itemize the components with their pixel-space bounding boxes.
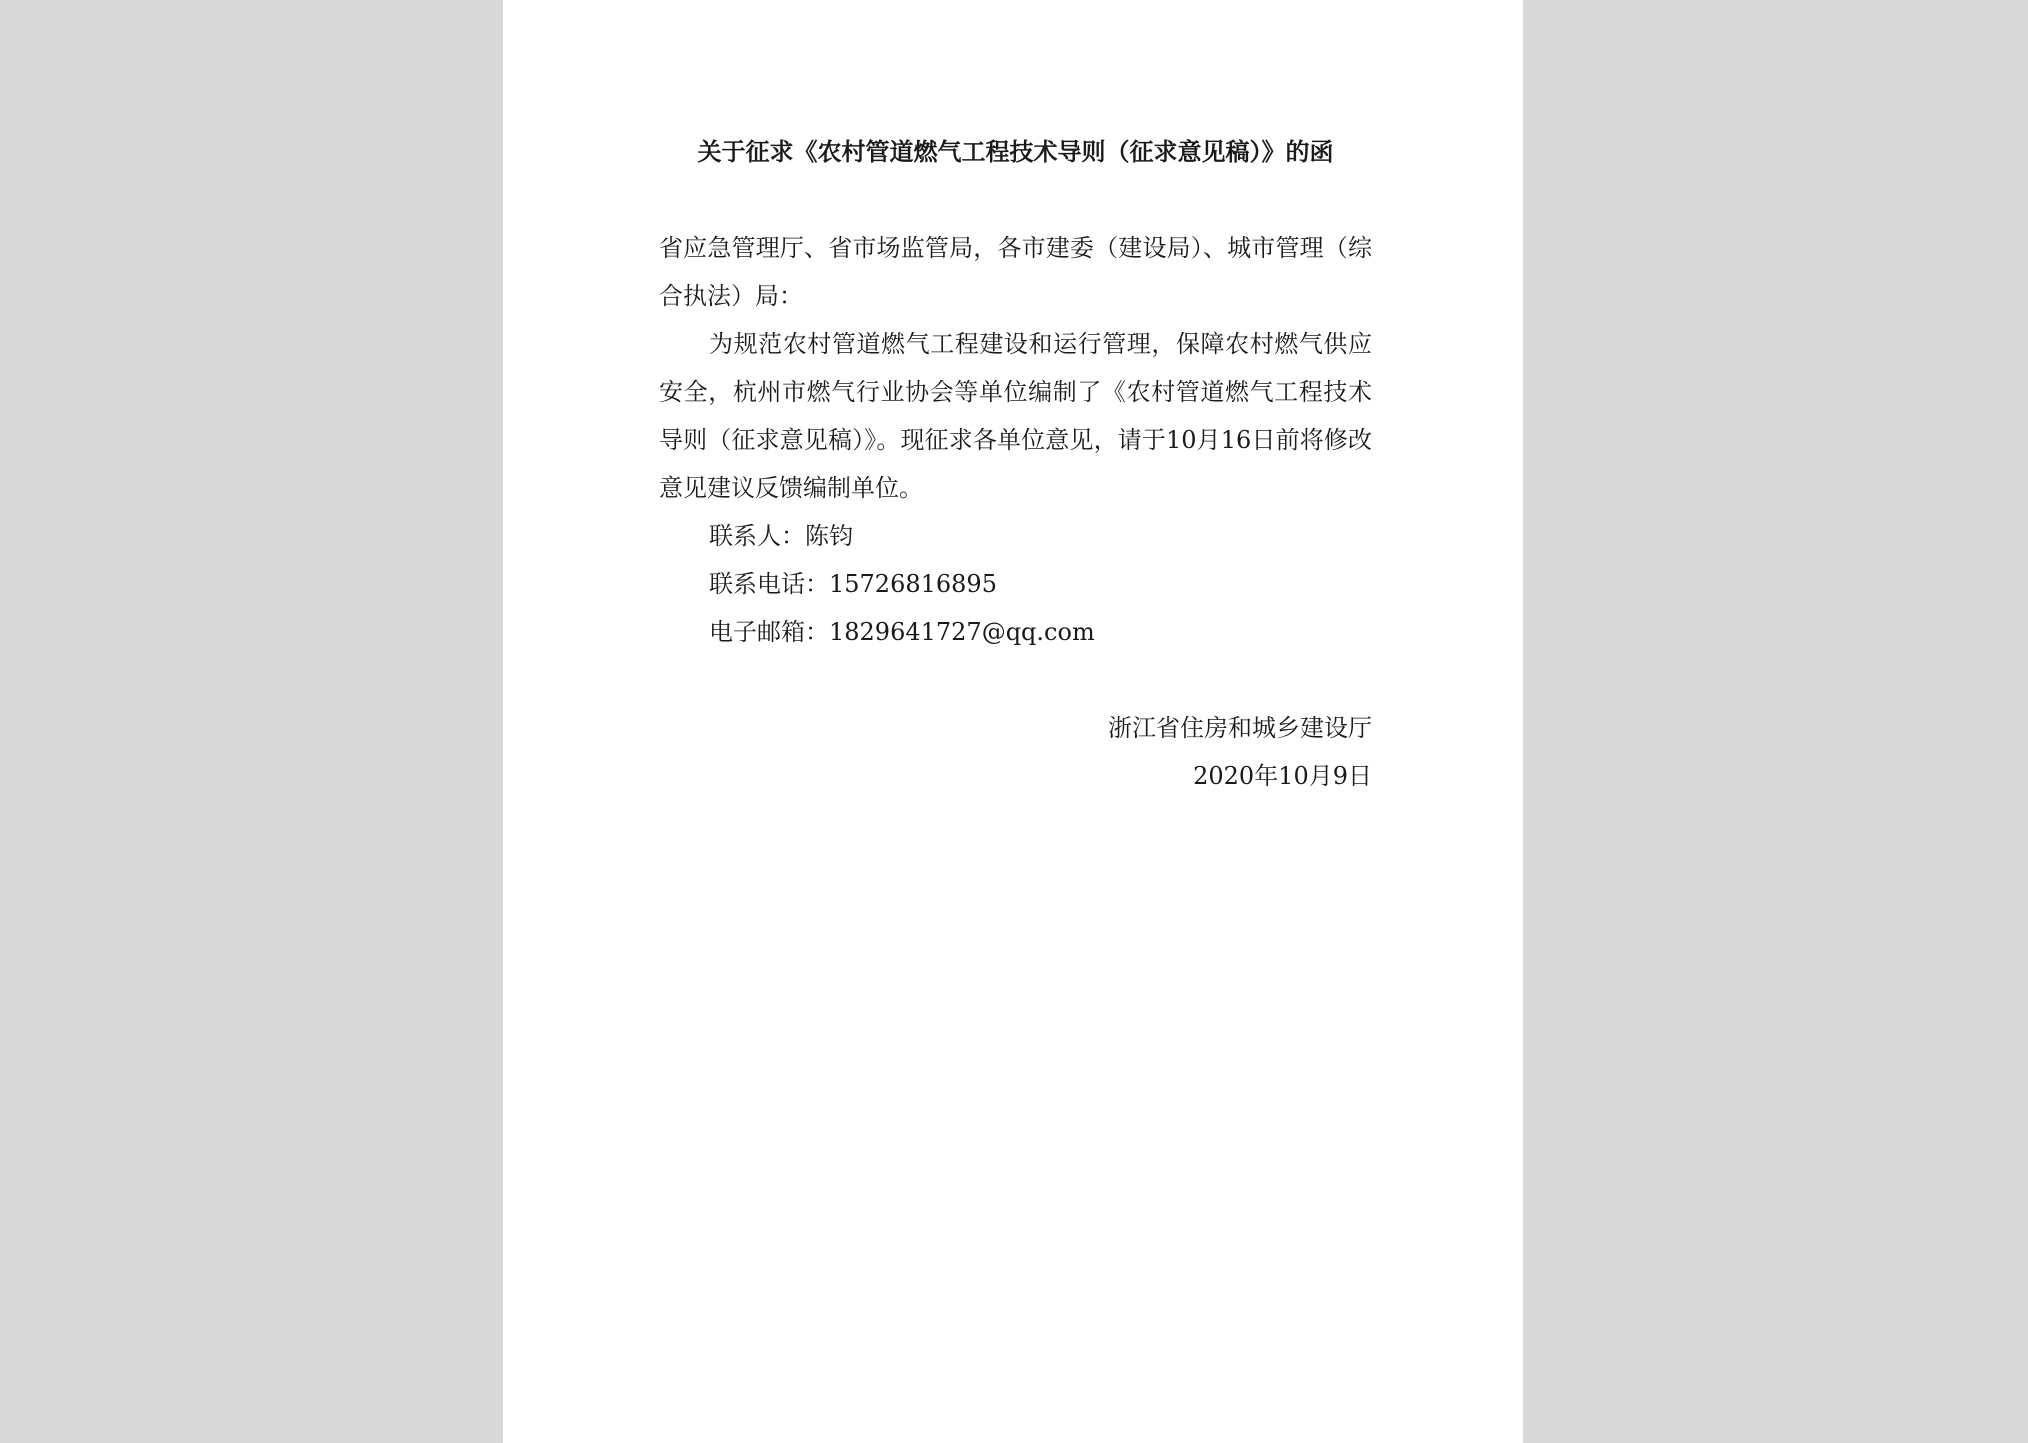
contact-phone [709,560,997,608]
contact-email-value: 1829641727@qq.com [829,618,1095,646]
contact-person-value: 陈钧 [805,522,853,550]
signature-organization: 浙江省住房和城乡建设厅 [1108,714,1372,742]
body-paragraph: 为规范农村管道燃气工程建设和运行管理，保障农村燃气供应安全，杭州市燃气行业协会等单位编制了《农村管道燃气工程技术导则（征求意见稿）》。现征求各单位意见，请于10月16日前将修改意见建议反馈编制单位。 [659,330,1372,502]
contact-phone-label: 联系电话： [709,570,829,598]
document-title: 关于征求《农村管道燃气工程技术导则（征求意见稿）》的函 [697,138,1334,166]
contact-person [709,512,853,560]
contact-email [709,608,1095,656]
document-page [503,0,1523,1443]
contact-phone-value: 15726816895 [829,570,997,598]
contact-person-label: 联系人： [709,522,805,550]
addressee: 省应急管理厅、省市场监管局，各市建委（建设局）、城市管理（综合执法）局： [659,234,1372,310]
signature-date: 2020年10月9日 [1193,762,1372,790]
contact-email-label: 电子邮箱： [709,618,829,646]
